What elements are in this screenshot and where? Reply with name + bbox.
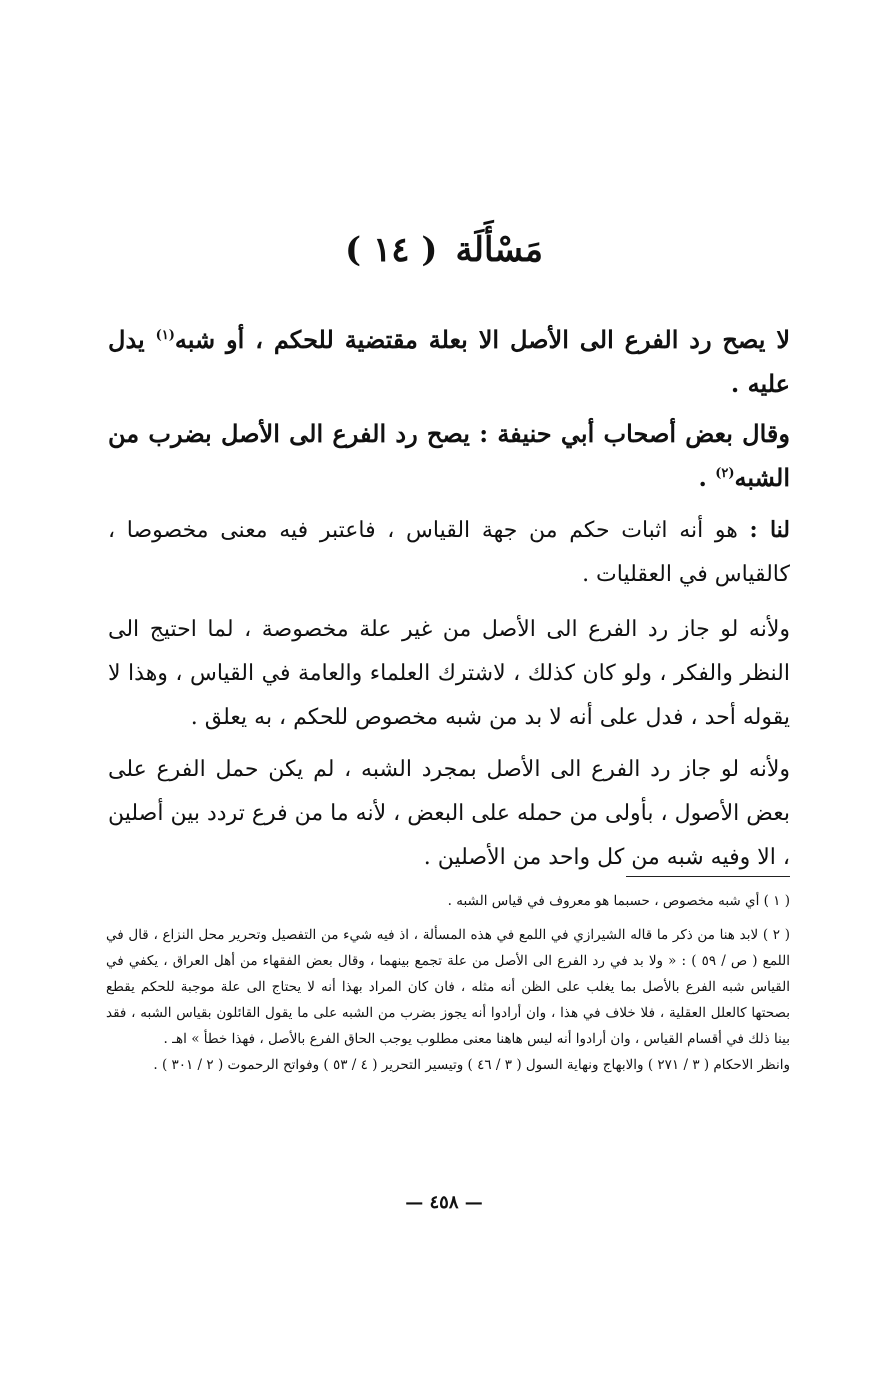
paragraph-3-lead: لنا :	[749, 517, 790, 543]
paragraph-1	[108, 318, 790, 406]
footnote-2: ( ٢ ) لابد هنا من ذكر ما قاله الشيرازي في اللمع في هذه المسألة ، اذ فيه شيء من التفصيل وتحرير محل النزاع ، قال في اللمع ( ص / ٥٩ ) : « ولا بد في رد الفرع الى الأصل من علة تجمع بينهما ، وقال بعض الفقهاء من أهل العراق ، يكفي في القياس شبه الفرع بالأصل بما يغلب على الظن أنه مثله ، فان كان المراد بهذا أنه لا يحتاج الى علة موجبة للحكم يقطع بصحتها كالعلل العقلية ، فلا خلاف في هذا ، وان أرادوا أنه يجوز بضرب من الشبه على ما يقول القائلون بقياس الشبه ، فقد بينا ذلك في أقسام القياس ، وان أرادوا أنه ليس هاهنا معنى مطلوب يوجب الحاق الفرع بالأصل ، فهذا خطأ » اهـ .	[106, 927, 791, 1047]
section-heading	[0, 228, 888, 272]
paragraph-1-text-a: لا يصح رد الفرع الى الأصل الا بعلة مقتضية للحكم ، أو شبه	[174, 325, 791, 354]
footnote-1: ( ١ ) أي شبه مخصوص ، حسبما هو معروف في قياس الشبه .	[447, 893, 790, 909]
paragraph-3-text: هو أنه اثبات حكم من جهة القياس ، فاعتبر فيه معنى مخصوصا ، كالقياس في العقليات .	[108, 518, 790, 587]
page-number: — ٤٥٨ —	[405, 1192, 483, 1213]
footnotes	[106, 888, 790, 1086]
footnote-ref-2: (٢)	[715, 466, 735, 481]
paragraph-5-text: ولأنه لو جاز رد الفرع الى الأصل بمجرد الشبه ، لم يكن حمل الفرع على بعض الأصول ، بأولى من حمله على البعض ، لأنه ما من فرع تردد بين أصلين ، الا وفيه شبه من كل واحد من الأصلين .	[108, 757, 790, 870]
footnote-divider	[626, 876, 790, 877]
paragraph-2-text-b: .	[698, 463, 716, 492]
heading-number: ( ١٤ )	[345, 230, 438, 270]
paragraph-2	[108, 412, 790, 500]
paragraph-2-text-a: وقال بعض أصحاب أبي حنيفة : يصح رد الفرع الى الأصل بضرب من الشبه	[108, 419, 790, 492]
footnote-references: وانظر الاحكام ( ٣ / ٢٧١ ) والابهاج ونهاية السول ( ٣ / ٤٦ ) وتيسير التحرير ( ٤ / ٥٣ ) وفواتح الرحموت ( ٢ / ٣٠١ ) .	[153, 1057, 790, 1073]
paragraph-1-text-b: يدل عليه .	[108, 325, 790, 398]
paragraph-4-text: ولأنه لو جاز رد الفرع الى الأصل من غير علة مخصوصة ، لما احتيج الى النظر والفكر ، ولو كان كذلك ، لاشترك العلماء والعامة في القياس ، وهذا لا يقوله أحد ، فدل على أنه لا بد من شبه مخصوص للحكم ، به يعلق .	[108, 617, 790, 730]
paragraph-3	[108, 508, 790, 597]
paragraph-5	[108, 748, 790, 880]
heading-word: مَسْأَلَة	[455, 230, 543, 270]
footnote-ref-1: (١)	[155, 328, 175, 343]
paragraph-4	[108, 608, 790, 740]
